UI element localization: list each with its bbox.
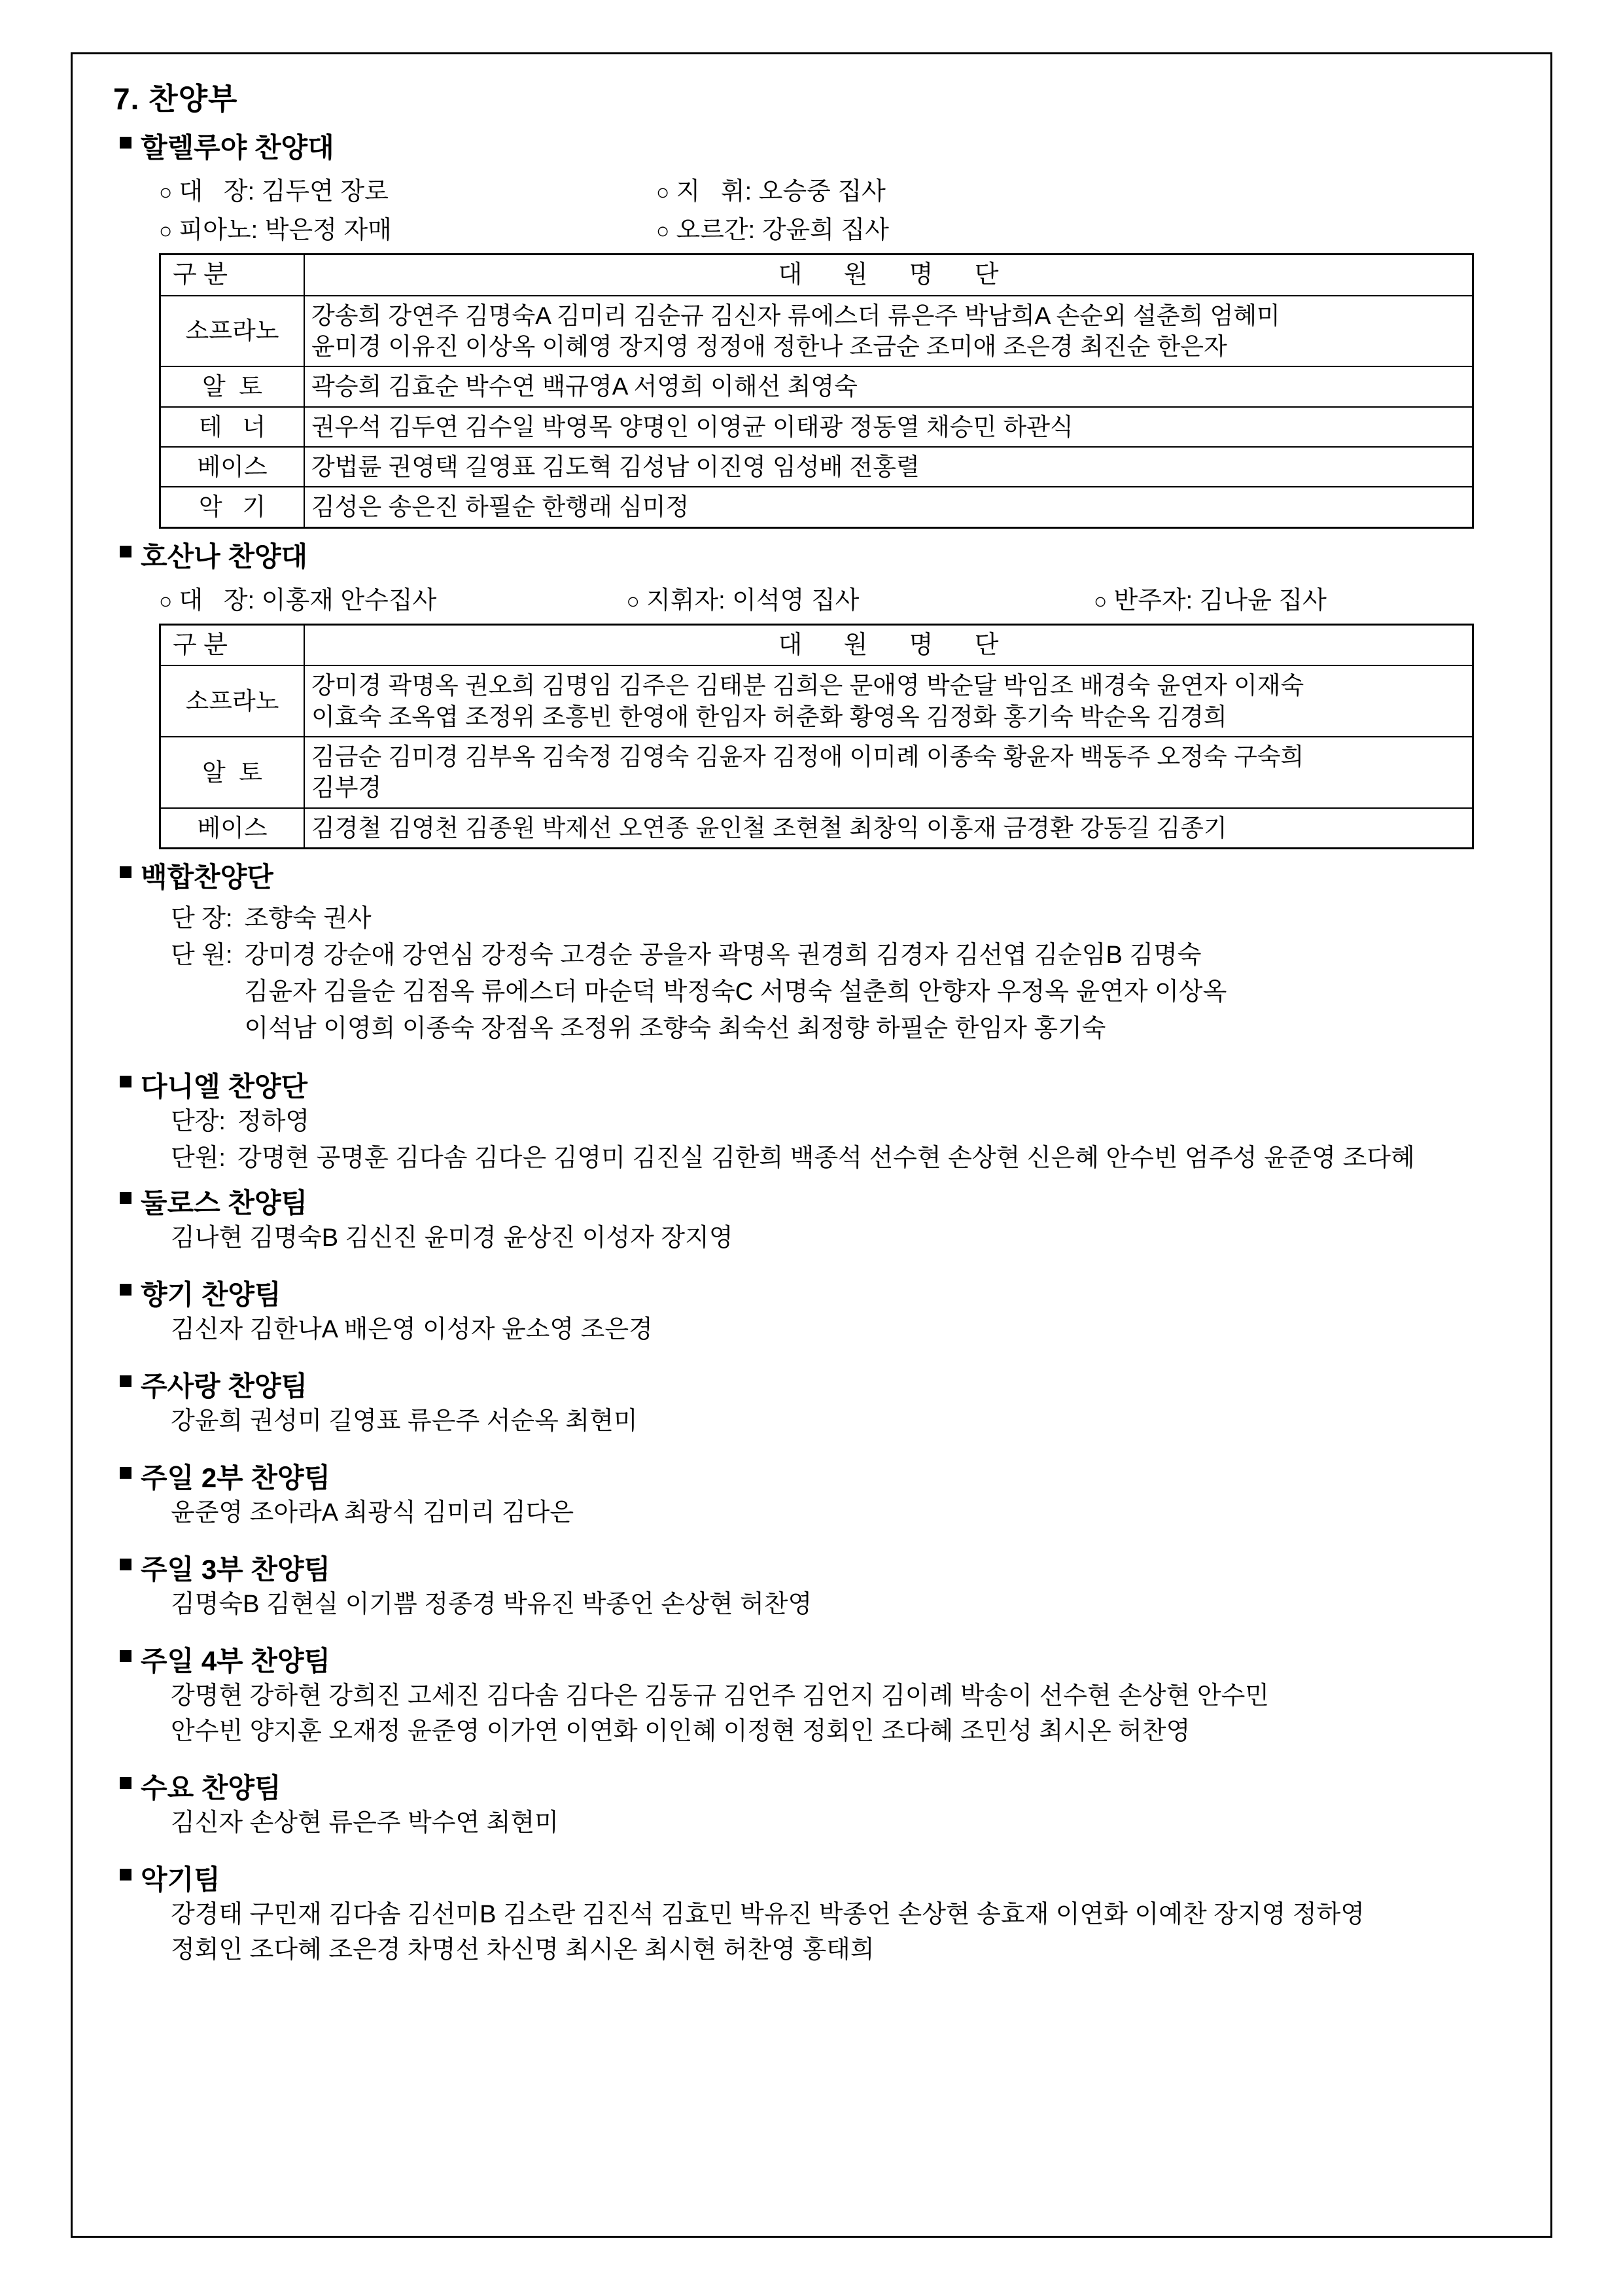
member-line: 정하영 [237,1108,310,1136]
roster-row [171,902,1524,938]
group-baekhap [99,856,1524,1048]
roster-value [245,902,1524,938]
member-line: 강송희 강연주 김명숙A 김미리 김순규 김신자 류에스더 류은주 박남희A 손순외 설춘희 엄혜미 [311,302,1280,329]
member-line: 강미경 강순애 강연심 강정숙 고경순 공을자 곽명옥 권경희 김경자 김선엽 김순임B 김명숙 [244,942,1202,970]
member-line: 이효숙 조옥엽 조정위 조흥빈 한영애 한임자 허춘화 황영옥 김정화 홍기숙 박순옥 김경희 [311,703,1227,730]
leader-value: 김나윤 집사 [1199,586,1327,614]
roster-label: 단 장: [171,905,233,933]
member-line: 곽승희 김효순 박수연 백규영A 서영희 이해선 최영숙 [311,373,858,400]
member-line: 김금순 김미경 김부옥 김숙정 김영숙 김윤자 김정애 이미례 이종숙 황윤자 백동주 오정숙 구숙희 [311,743,1304,771]
part-label: 알 토 [160,366,305,406]
member-list [171,1313,1524,1348]
roster-value [237,1104,1524,1141]
table-row [160,808,1473,849]
member-line: 강명현 강하현 강희진 고세진 김다솜 김다은 김동규 김언주 김언지 김이례 박송이 선수현 손상현 안수민 [171,1682,1269,1710]
roster-label: 단 원: [171,942,233,970]
part-label: 베이스 [160,447,305,487]
leader-label: 오르간: [676,217,756,244]
leader-value: 강윤희 집사 [761,217,889,244]
column-header-part: 구 분 [160,624,305,665]
roster-row [171,1104,1524,1141]
member-line: 김나현 김명숙B 김신진 윤미경 윤상진 이성자 장지영 [171,1224,733,1252]
group-title: 둘로스 찬양팀 [118,1182,1524,1221]
roster-value [245,938,1524,1048]
member-line: 윤준영 조아라A 최광식 김미리 김다은 [171,1498,574,1527]
leader-list [159,171,1524,248]
leader-entry [1094,580,1524,616]
content-frame [71,52,1552,2238]
choir-roster-table [159,624,1474,849]
column-header-members: 대 원 명 단 [304,624,1473,665]
leader-list [159,580,1524,618]
group-title: 향기 찬양팀 [118,1273,1524,1313]
table-row [160,737,1473,808]
member-list [171,1806,1524,1841]
circle-bullet-icon: ○ [159,219,173,243]
group-hosanna [99,535,1524,849]
leader-entry [159,171,656,207]
leader-label: 피아노: [179,217,258,244]
group-hyanggi [99,1273,1524,1348]
member-line: 강윤희 권성미 길영표 류은주 서순옥 최현미 [171,1407,638,1435]
leader-row [159,580,1524,616]
group-instruments [99,1858,1524,1968]
member-line: 김부경 [311,774,382,802]
group-jusarang [99,1365,1524,1439]
leader-label: 대 장: [179,178,255,205]
table-row [160,665,1473,737]
group-wednesday [99,1767,1524,1841]
group-sunday-3rd [99,1548,1524,1623]
circle-bullet-icon: ○ [626,588,640,614]
circle-bullet-icon: ○ [656,219,670,243]
group-title: 할렐루야 찬양대 [118,126,1524,166]
leader-entry [656,171,1153,207]
roster-label: 단원: [171,1144,226,1172]
choir-roster-table [159,253,1474,529]
leader-row [159,171,1524,207]
member-line: 안수빈 양지훈 오재정 윤준영 이가연 이연화 이인혜 이정현 정회인 조다혜 조민성 최시온 허찬영 [171,1717,1191,1745]
member-list [171,1898,1524,1968]
table-header-row [160,624,1473,665]
leader-value: 김두연 장로 [261,178,389,205]
member-line: 강경태 구민재 김다솜 김선미B 김소란 김진석 김효민 박유진 박종언 손상현 송효재 이연화 이예찬 장지영 정하영 [171,1900,1365,1928]
roster-label: 단장: [171,1108,226,1136]
member-list [171,1221,1524,1256]
leader-entry [159,209,656,245]
group-sunday-2nd [99,1457,1524,1531]
group-title: 악기팀 [118,1858,1524,1898]
part-label: 악 기 [160,487,305,527]
roster-row [171,1141,1524,1178]
group-daniel [99,1065,1524,1178]
member-line: 권우석 김두연 김수일 박영목 양명인 이영균 이태광 정동열 채승민 하관식 [311,413,1073,440]
member-list [171,1679,1524,1750]
member-cell [304,487,1473,527]
member-list [171,1587,1524,1623]
leader-value: 박은정 자매 [264,217,392,244]
leader-row [159,209,1524,245]
table-row [160,447,1473,487]
member-cell [304,447,1473,487]
member-line: 강명현 공명훈 김다솜 김다은 김영미 김진실 김한희 백종석 선수현 손상현 신은혜 안수빈 엄주성 윤준영 조다혜 [237,1144,1415,1172]
member-line: 강미경 곽명옥 권오희 김명임 김주은 김태분 김희은 문애영 박순달 박임조 배경숙 윤연자 이재숙 [311,672,1304,699]
member-line: 정회인 조다혜 조은경 차명선 차신명 최시온 최시현 허찬영 홍태희 [171,1935,875,1964]
group-title: 호산나 찬양대 [118,535,1524,574]
leader-entry [159,580,626,616]
roster-value [237,1141,1524,1178]
member-line: 김경철 김영천 김종원 박제선 오연종 윤인철 조현철 최창익 이홍재 금경환 강동길 김종기 [311,814,1227,841]
circle-bullet-icon: ○ [1093,588,1108,614]
group-sunday-4th [99,1640,1524,1750]
member-cell [304,665,1473,737]
group-title: 주사랑 찬양팀 [118,1365,1524,1404]
member-list [171,1496,1524,1531]
group-doulos [99,1182,1524,1256]
circle-bullet-icon: ○ [159,588,173,614]
member-cell [304,808,1473,849]
group-title: 백합찬양단 [118,856,1524,895]
group-title: 주일 3부 찬양팀 [118,1548,1524,1587]
leader-label: 지 휘: [676,178,752,205]
column-header-part: 구 분 [160,255,305,296]
table-row [160,407,1473,447]
part-label: 소프라노 [160,296,305,367]
member-line: 김명숙B 김현실 이기쁨 정종경 박유진 박종언 손상현 허찬영 [171,1590,812,1618]
leader-entry [626,580,1093,616]
leader-label: 지휘자: [646,586,725,614]
table-header-row [160,255,1473,296]
leader-entry [656,209,1153,245]
member-line: 조향숙 권사 [244,905,372,933]
member-line: 윤미경 이유진 이상옥 이혜영 장지영 정정애 정한나 조금순 조미애 조은경 최진순 한은자 [311,332,1227,360]
member-line: 김신자 손상현 류은주 박수연 최현미 [171,1809,559,1837]
member-line: 이석남 이영희 이종숙 장점옥 조정위 조향숙 최숙선 최정향 하필순 한임자 홍기숙 [244,1015,1106,1043]
table-row [160,487,1473,527]
leader-label: 반주자: [1113,586,1193,614]
member-cell [304,407,1473,447]
part-label: 소프라노 [160,665,305,737]
group-title: 주일 2부 찬양팀 [118,1457,1524,1496]
group-title: 다니엘 찬양단 [118,1065,1524,1104]
table-row [160,296,1473,367]
leader-value: 이석영 집사 [732,586,860,614]
part-label: 테 너 [160,407,305,447]
leader-value: 오승중 집사 [758,178,886,205]
group-title: 수요 찬양팀 [118,1767,1524,1806]
member-line: 김신자 김한나A 배은영 이성자 윤소영 조은경 [171,1315,653,1343]
circle-bullet-icon: ○ [656,180,670,205]
column-header-members: 대 원 명 단 [304,255,1473,296]
member-line: 김성은 송은진 하필순 한행래 심미정 [311,493,689,521]
member-cell [304,737,1473,808]
member-cell [304,366,1473,406]
circle-bullet-icon: ○ [159,180,173,205]
member-line: 김윤자 김을순 김점옥 류에스더 마순덕 박정숙C 서명숙 설춘희 안향자 우정옥 윤연자 이상옥 [244,978,1227,1006]
group-hallelujah [99,126,1524,529]
member-cell [304,296,1473,367]
member-list [171,1404,1524,1439]
part-label: 알 토 [160,737,305,808]
roster-row [171,938,1524,1048]
part-label: 베이스 [160,808,305,849]
member-line: 강법륜 권영택 길영표 김도혁 김성남 이진영 임성배 전홍렬 [311,453,920,481]
group-title: 주일 4부 찬양팀 [118,1640,1524,1679]
leader-label: 대 장: [179,586,255,614]
page-title: 7. 찬양부 [113,82,238,116]
table-row [160,366,1473,406]
leader-value: 이홍재 안수집사 [261,586,437,614]
